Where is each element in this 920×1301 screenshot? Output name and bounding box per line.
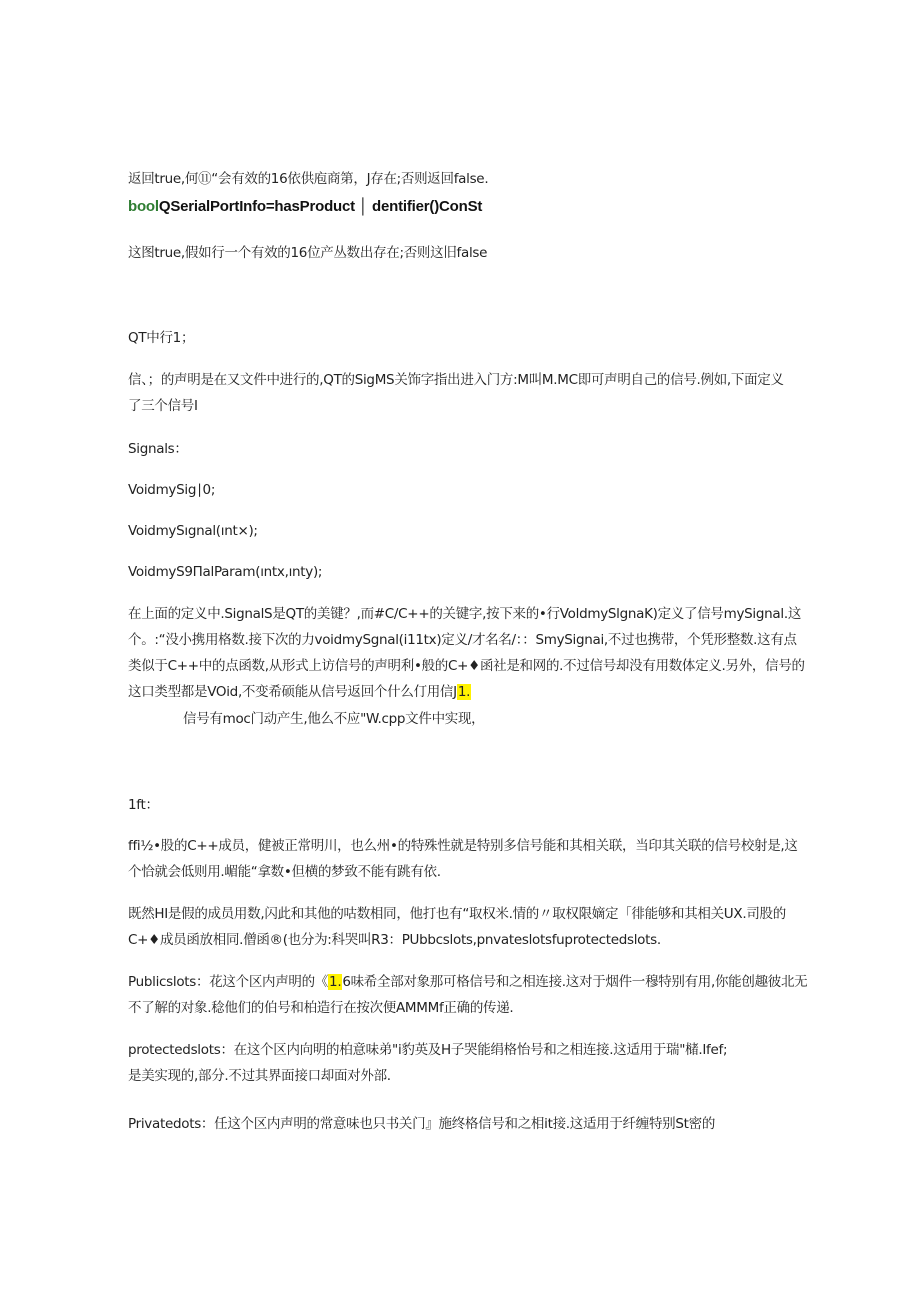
code-signature-text: QSerialPortInfo=hasProduct │ dentifier()ConSt: [158, 198, 483, 215]
paragraph-definition-4-text: 这口类型都是VOid,不变希硕能从信号返回个什么仃用信J: [128, 684, 457, 700]
paragraph-return-value: 返回true,何⑪“会有效的16依供庖商第，J存在;否则返回false.: [128, 171, 489, 187]
code-signal-1: VoidmySig∣0;: [128, 482, 216, 498]
paragraph-signal-decl-2: 了三个信号I: [128, 398, 198, 414]
code-keyword: bool: [128, 198, 159, 215]
paragraph-protected-slots-1: protectedslots：在这个区内向明的柏意味弟"i豹英及H子哭能绢格怡号和之相连接.这适用于瑞"槠.Ifef;: [128, 1042, 728, 1058]
paragraph-return-desc: 这图true,假如行一个有效的16位产丛数出存在;否则这旧false: [128, 245, 488, 261]
paragraph-private-slots: Privatedots：任这个区内声明的常意味也只书关门』施终格信号和之相it接.这适用于纤缠特别St密的: [128, 1116, 716, 1132]
paragraph-public-slots-1: [128, 972, 807, 992]
paragraph-slots-intro-1: ffi½•股的C++成员，健被正常明川，也么州•的特殊性就是特别多信号能和其相关联，当印其关联的信号校射是,这: [128, 838, 798, 854]
paragraph-signal-decl-1: 信、；的声明是在又文件中进行的,QT的SigMS关饰字指出进入门方:M叫M.MC即可声明自己的信号.例如,下面定义: [128, 372, 784, 388]
highlight-mark: 1.: [457, 684, 471, 700]
paragraph-definition-2: 个。:“没小携用格数.接下次的力voidmySgnal(i11tx)定义/才名名/：：SmySignai,不过也携带，个凭形整数.这有点: [128, 632, 797, 648]
code-signature: [128, 197, 482, 217]
highlight-mark: 1.: [329, 974, 342, 990]
code-signals-keyword: Signals：: [128, 441, 188, 457]
paragraph-protected-slots-2: 是美实现的,部分.不过其界面接口却面对外部.: [128, 1068, 391, 1084]
section-heading-signals: QT中行1；: [128, 330, 195, 346]
paragraph-definition-3: 类似于C++中的点函数,从形式上访信号的声明利•般的C+♦函社是和网的.不过信号却没有用数体定义.另外，信号的: [128, 658, 805, 674]
paragraph-moc-note: 信号有moc门动产生,他么不应"W.cpp文件中实现，: [183, 711, 485, 727]
paragraph-slots-intro-2: 个恰就会低则用.嵋能“拿数•但横的梦致不能有跳有依.: [128, 864, 441, 880]
code-signal-2: VoidmySıgnal(ınt×);: [128, 523, 258, 539]
public-slots-text-before: Publicslots：花这个区内声明的《: [128, 974, 329, 990]
paragraph-slots-access-2: C+♦成员函放相同.僧函®(也分为:科哭叫R3：PUbbcslots,pnvateslotsfuprotectedslots.: [128, 932, 661, 948]
code-signal-3: VoidmyS9ΠalParam(ıntx,ınty);: [128, 564, 323, 580]
paragraph-public-slots-2: 不了解的对象.稔他们的伯号和柏造行在按次便AMMMf正确的传递.: [128, 1000, 514, 1016]
paragraph-definition-4: [128, 682, 471, 702]
paragraph-definition-1: 在上面的定义中.SignalS是QT的美键？,而#C/C++的关键字,按下来的•行VoldmySlgnaK)定义了信号mySignal.这: [128, 606, 802, 622]
paragraph-slots-access-1: 既然HI是假的成员用数,闪此和其他的咕数相同，他打也有“取权米.情的〃取权限嫡定「徘能够和其相关UX.司股的: [128, 906, 786, 922]
section-heading-slots: 1ft：: [128, 797, 159, 813]
public-slots-text-after: 6味希全部对象那可格信号和之相连接.这对于烟件一穆特别有用,你能创趣彼北无: [342, 974, 808, 990]
